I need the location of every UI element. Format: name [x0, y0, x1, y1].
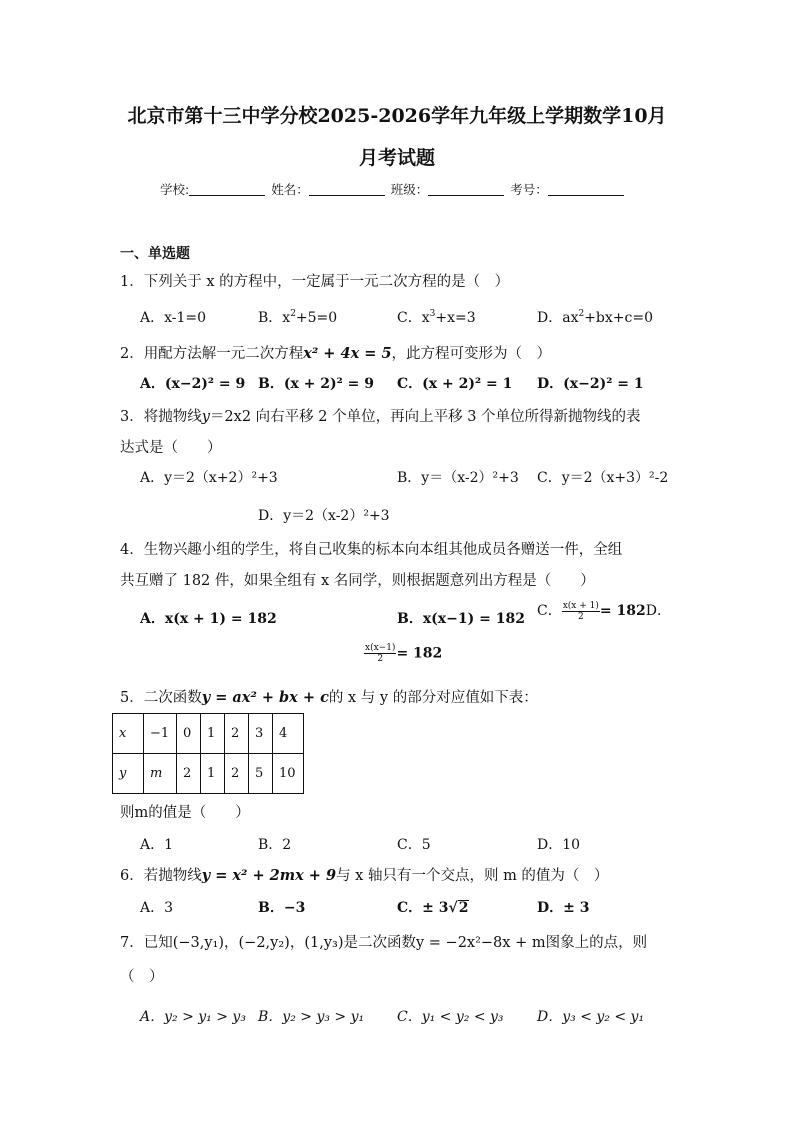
q1-option-a: A．x-1=0	[140, 310, 207, 326]
q2-option-d: D．(x−2)² = 1	[537, 376, 644, 392]
q2-stem: 2．用配方法解一元二次方程x² + 4x = 5，此方程可变形为（ ）	[120, 345, 552, 362]
q6-option-c: C．± 3√2	[397, 900, 469, 916]
number-blank	[548, 183, 624, 196]
table-cell: 0	[177, 714, 201, 754]
q4-stem-line-1: 4．生物兴趣小组的学生，将自己收集的标本向本组其他成员各赠送一件，全组	[120, 542, 623, 558]
table-row	[113, 714, 304, 754]
class-label: 班级：	[390, 182, 429, 197]
q4-option-d: $\frac{x(x-1)}{2}$ = 182	[365, 643, 443, 664]
q1-option-c: C．$x^3+x=3$	[397, 309, 476, 326]
q6-stem: 6．若抛物线y = x² + 2mx + 9与 x 轴只有一个交点，则 m 的值为（ ）	[120, 867, 609, 884]
q4-c-fraction: $\frac{x(x + 1)}{2}$	[562, 600, 599, 622]
q7-stem-line-1: 7．已知(−3,y₁)，(−2,y₂)，(1,y₃)是二次函数y = −2x²−8x + m图象上的点，则	[120, 935, 648, 951]
q3-option-d: D．y＝2（x-2）²+3	[258, 508, 390, 524]
table-cell: 2	[177, 754, 201, 794]
table-cell: x	[113, 714, 144, 754]
q1-option-b: B．$x^2+5=0$	[258, 309, 338, 326]
table-cell: 4	[273, 714, 304, 754]
table-cell: 10	[273, 754, 304, 794]
table-cell: 2	[225, 754, 249, 794]
table-cell: −1	[144, 714, 177, 754]
q6-option-d: D．± 3	[537, 900, 590, 916]
q3-option-a: A．y＝2（x+2）²+3	[140, 470, 278, 486]
q7-option-d: D．y₃ < y₂ < y₁	[537, 1009, 645, 1025]
value-table	[112, 713, 304, 794]
table-cell: m	[144, 754, 177, 794]
table-cell: 1	[201, 714, 225, 754]
q5-option-a: A．1	[140, 837, 174, 853]
q7-stem-line-2: （ ）	[120, 969, 164, 985]
student-info-line	[160, 180, 626, 198]
q5-option-d: D．10	[537, 837, 581, 853]
q6-option-b: B．−3	[258, 900, 306, 916]
q5-stem: 5．二次函数y = ax² + bx + c的 x 与 y 的部分对应值如下表：	[120, 689, 538, 706]
q3-option-b: B．y＝（x-2）²+3	[397, 470, 519, 486]
q7-option-b: B．y₂ > y₃ > y₁	[258, 1009, 365, 1025]
table-cell: 5	[249, 754, 273, 794]
q4-option-b: B．x(x−1) = 182	[397, 611, 525, 627]
q7-option-c: C．y₁ < y₂ < y₃	[397, 1009, 504, 1025]
q4-stem-line-2: 共互赠了 182 件，如果全组有 x 名同学，则根据题意列出方程是（ ）	[120, 573, 595, 589]
class-blank	[428, 183, 504, 196]
school-label: 学校:	[160, 182, 190, 197]
title-line-2: 月考试题	[358, 147, 435, 169]
table-cell: 3	[249, 714, 273, 754]
number-label: 考号：	[510, 182, 548, 197]
q3-option-c: C．y＝2（x+3）²-2	[537, 470, 669, 486]
q4-option-c: C． $\frac{x(x + 1)}{2}$ = 182D．	[537, 600, 671, 622]
q7-option-a: A．y₂ > y₁ > y₃	[140, 1009, 246, 1025]
name-label: 姓名：	[271, 182, 309, 197]
table-cell: 1	[201, 754, 225, 794]
sqrt-icon: √	[448, 900, 458, 916]
table-row	[113, 754, 304, 794]
q3-stem-line-2: 达式是（ ）	[120, 440, 222, 456]
q1-option-d: D．$ax^2+bx+c=0$	[537, 309, 653, 326]
q6-option-a: A．3	[140, 900, 174, 916]
q5-ask: 则m的值是（ ）	[120, 805, 250, 821]
q3-stem-line-1: 3．将抛物线y＝2x2 向右平移 2 个单位，再向上平移 3 个单位所得新抛物线的表	[120, 409, 641, 425]
table-cell: y	[113, 754, 144, 794]
q2-option-b: B．(x + 2)² = 9	[258, 376, 374, 392]
section-heading: 一、单选题	[120, 246, 190, 262]
q5-option-c: C．5	[397, 837, 431, 853]
q5-option-b: B．2	[258, 837, 292, 853]
q4-d-fraction: $\frac{x(x-1)}{2}$	[365, 643, 396, 664]
q2-option-c: C．(x + 2)² = 1	[397, 376, 513, 392]
q2-option-a: A．(x−2)² = 9	[140, 376, 246, 392]
title-line-1: 北京市第十三中学分校2025-2026学年九年级上学期数学10月	[127, 105, 667, 127]
table-cell: 2	[225, 714, 249, 754]
q1-stem: 1．下列关于 x 的方程中，一定属于一元二次方程的是（ ）	[120, 274, 510, 290]
school-blank	[189, 183, 265, 196]
name-blank	[309, 183, 385, 196]
q4-option-a: A．x(x + 1) = 182	[140, 611, 277, 627]
